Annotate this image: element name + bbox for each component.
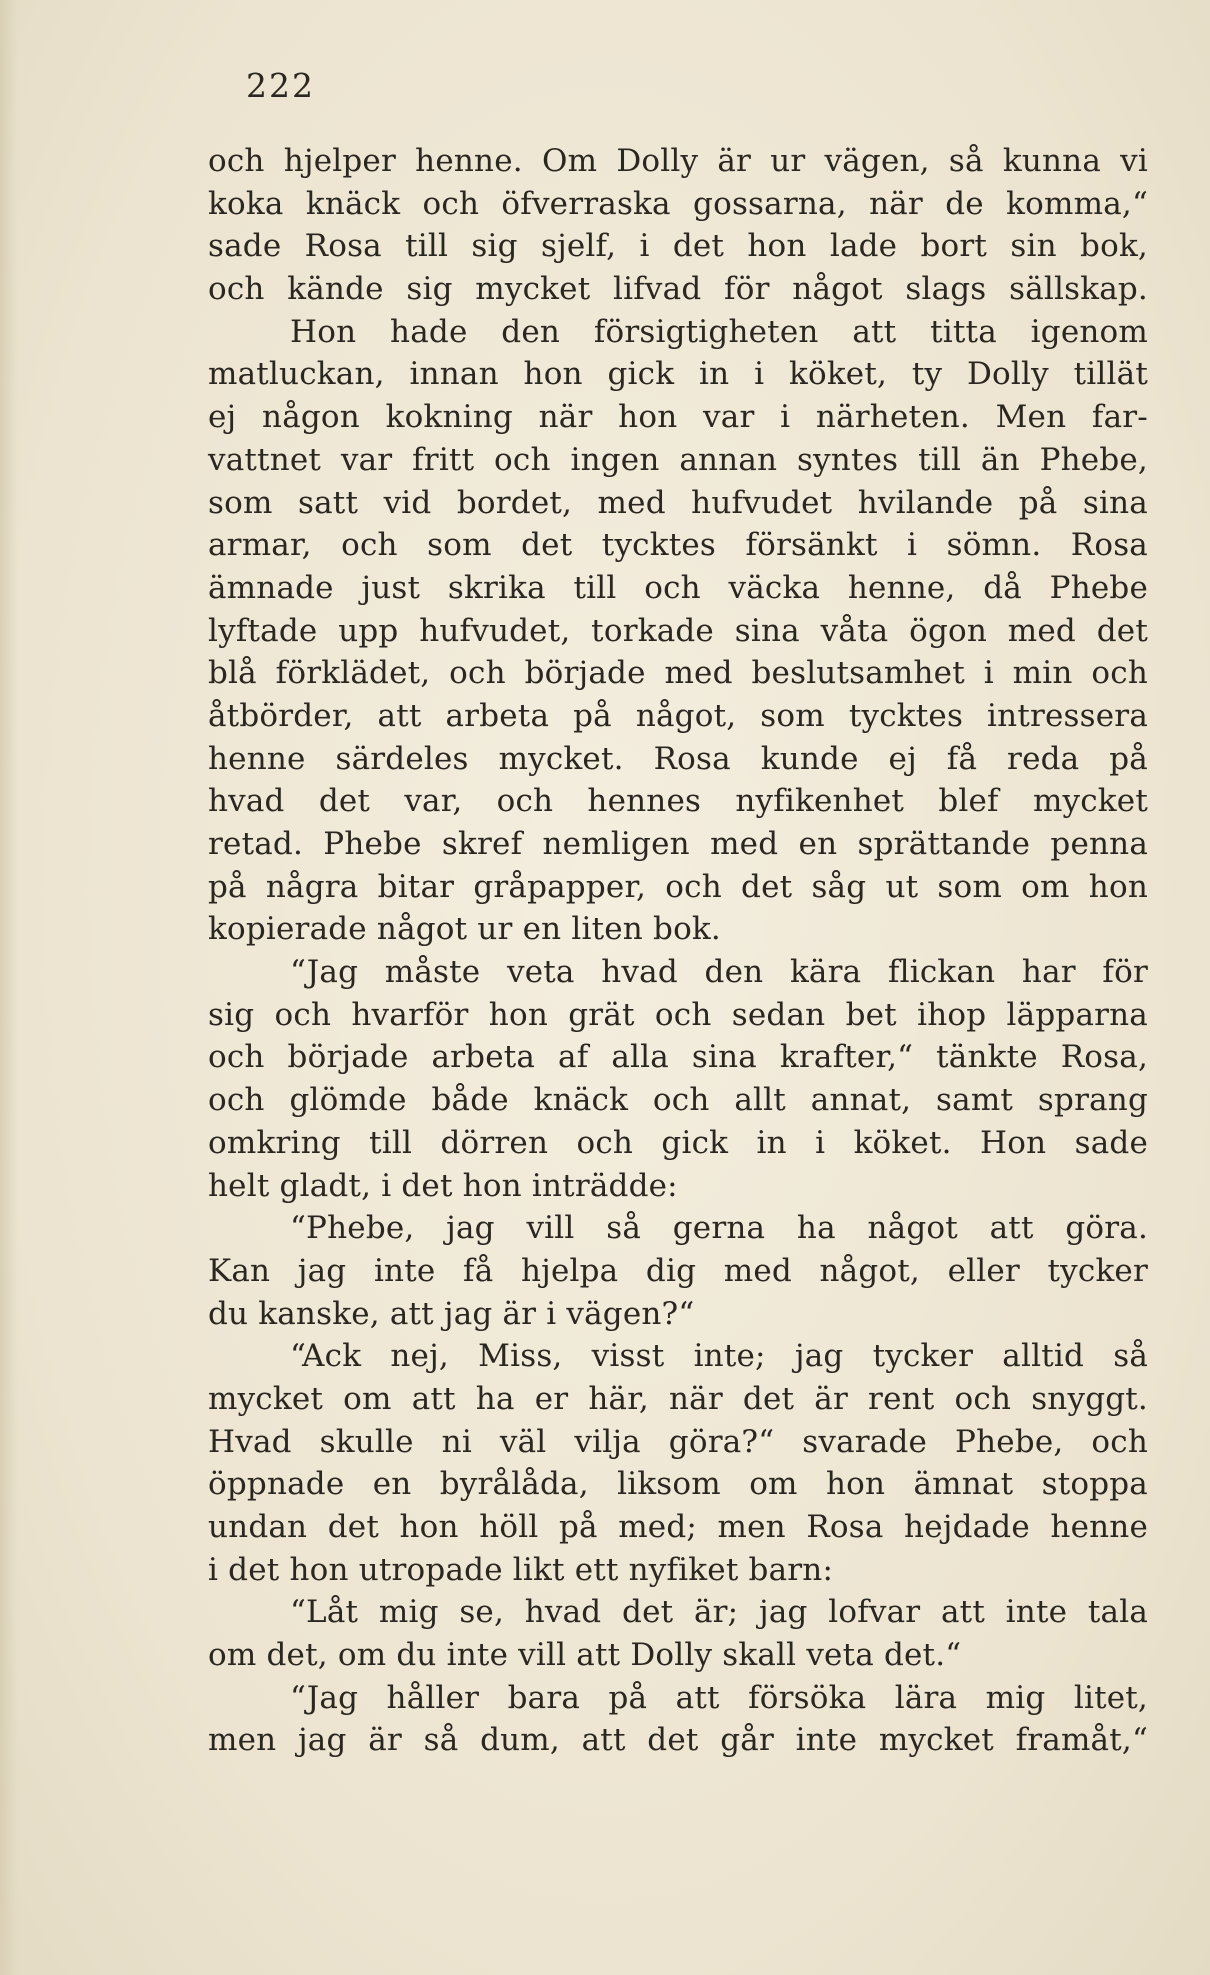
text-line: på några bitar gråpapper, och det såg ut som om hon (208, 868, 1148, 905)
text-line: armar, och som det tycktes försänkt i sömn. Rosa (208, 527, 1148, 564)
text-line: “Jag håller bara på att försöka lära mig litet, (290, 1679, 1148, 1716)
text-line: Hvad skulle ni väl vilja göra?“ svarade Phebe, och (208, 1423, 1148, 1460)
text-line: sade Rosa till sig sjelf, i det hon lade bort sin bok, (208, 228, 1148, 265)
text-line: kopierade något ur en liten bok. (208, 911, 721, 948)
text-line: Hon hade den försigtigheten att titta igenom (290, 313, 1148, 350)
page-fold-shadow (0, 0, 18, 1975)
text-line: och kände sig mycket lifvad för något slags sällskap. (208, 271, 1148, 308)
text-line: ämnade just skrika till och väcka henne, då Phebe (208, 569, 1148, 606)
text-line: ej någon kokning när hon var i närheten. Men far- (208, 399, 1148, 436)
text-line: men jag är så dum, att det går inte mycket framåt,“ (208, 1722, 1148, 1759)
text-line: som satt vid bordet, med hufvudet hvilande på sina (208, 484, 1148, 521)
text-line: och hjelper henne. Om Dolly är ur vägen, så kunna vi (208, 143, 1148, 179)
text-line: “Låt mig se, hvad det är; jag lofvar att inte tala (290, 1594, 1148, 1631)
text-line: om det, om du inte vill att Dolly skall veta det.“ (208, 1637, 962, 1674)
text-line: och glömde både knäck och allt annat, samt sprang (208, 1082, 1148, 1119)
text-line: henne särdeles mycket. Rosa kunde ej få reda på (208, 740, 1148, 777)
text-line: åtbörder, att arbeta på något, som tycktes intressera (208, 697, 1148, 734)
text-line: blå förklädet, och började med beslutsamhet i min och (208, 655, 1148, 692)
text-line: omkring till dörren och gick in i köket. Hon sade (208, 1124, 1148, 1161)
text-line: öppnade en byrålåda, liksom om hon ämnat stoppa (208, 1466, 1148, 1503)
text-line: Kan jag inte få hjelpa dig med något, eller tycker (208, 1252, 1148, 1289)
text-line: koka knäck och öfverraska gossarna, när de komma,“ (208, 185, 1148, 222)
text-line: du kanske, att jag är i vägen?“ (208, 1295, 695, 1332)
text-line: “Jag måste veta hvad den kära flickan har för (290, 954, 1148, 991)
text-line: mycket om att ha er här, när det är rent och snyggt. (208, 1380, 1148, 1417)
text-line: “Ack nej, Miss, visst inte; jag tycker alltid så (290, 1338, 1148, 1375)
text-line: i det hon utropade likt ett nyfiket barn: (208, 1551, 834, 1588)
text-line: retad. Phebe skref nemligen med en sprättande penna (208, 826, 1148, 862)
text-line: hvad det var, och hennes nyfikenhet blef mycket (208, 783, 1148, 820)
text-line: lyftade upp hufvudet, torkade sina våta ögon med det (208, 612, 1148, 649)
text-line: “Phebe, jag vill så gerna ha något att göra. (290, 1210, 1148, 1247)
text-line: undan det hon höll på med; men Rosa hejdade henne (208, 1509, 1148, 1545)
text-line: matluckan, innan hon gick in i köket, ty Dolly tillät (208, 356, 1148, 393)
page-number: 222 (246, 66, 315, 105)
text-line: sig och hvarför hon grät och sedan bet ihop läpparna (208, 996, 1148, 1033)
text-line: helt gladt, i det hon inträdde: (208, 1167, 678, 1204)
body-text (208, 140, 1148, 1762)
text-line: vattnet var fritt och ingen annan syntes till än Phebe, (208, 441, 1148, 478)
text-line: och började arbeta af alla sina krafter,“ tänkte Rosa, (208, 1039, 1148, 1076)
